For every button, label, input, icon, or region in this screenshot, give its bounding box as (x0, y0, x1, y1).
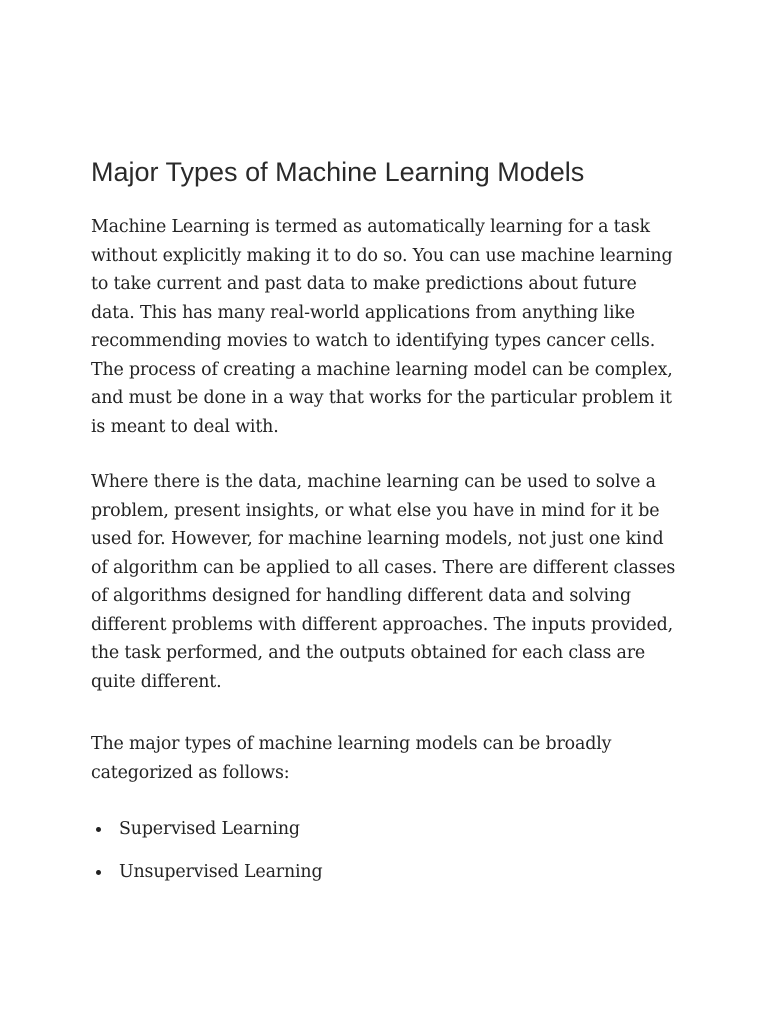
article-title: Major Types of Machine Learning Models (91, 157, 585, 187)
list-item (91, 858, 681, 886)
list-intro-paragraph: The major types of machine learning models can be broadly categorized as follows: (91, 734, 612, 783)
article (91, 150, 681, 901)
list-item-label: Supervised Learning (119, 819, 300, 839)
bullet-icon (96, 827, 101, 832)
list-item-label: Unsupervised Learning (119, 862, 323, 882)
body-paragraph: Where there is the data, machine learning can be used to solve a problem, present insights, or what else you have in mind for it be used for. However, for machine learning models, not just one kind of algorithm can be applied to all cases. There are different classes of algorithms designed for handling different data and solving different problems with different approaches. The inputs provided, the task performed, and the outputs obtained for each class are quite different. (91, 472, 676, 692)
bullet-icon (96, 870, 101, 875)
model-types-list (91, 815, 681, 886)
intro-paragraph: Machine Learning is termed as automatically learning for a task without explicitly making it to do so. You can use machine learning to take current and past data to make predictions about future data. This has many real-world applications from anything like recommending movies to watch to identifying types cancer cells. The process of creating a machine learning model can be complex, and must be done in a way that works for the particular problem it is meant to deal with. (91, 217, 673, 437)
list-item (91, 815, 681, 843)
